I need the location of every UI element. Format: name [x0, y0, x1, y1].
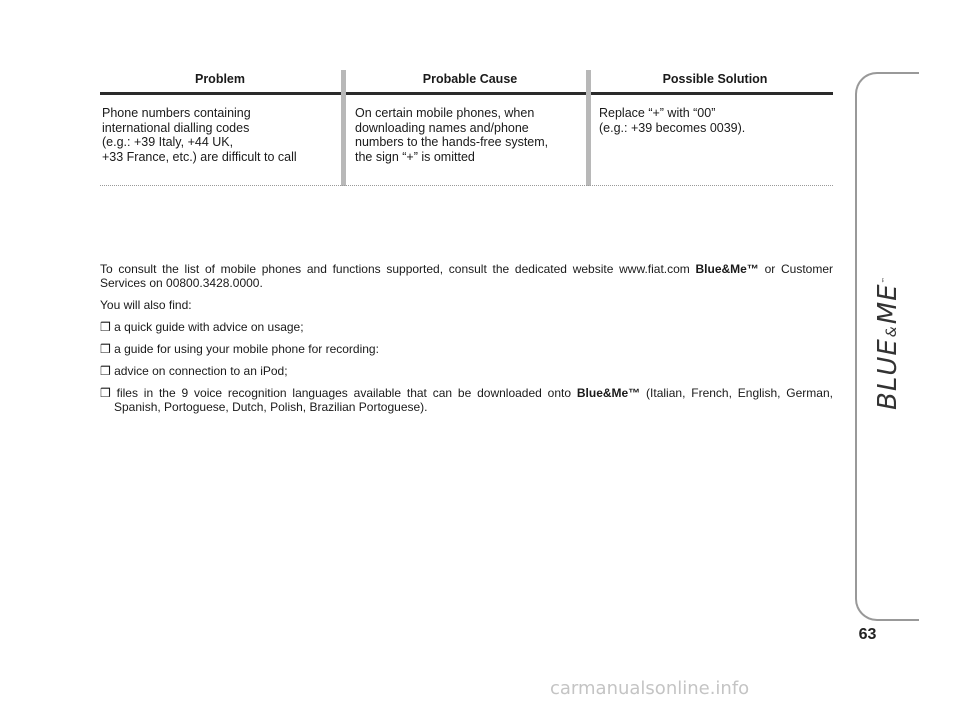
solution-cell: Replace “+” with “00” (e.g.: +39 becomes 0039).	[599, 106, 746, 135]
cause-cell: On certain mobile phones, when downloading names and/phone numbers to the hands-free system, the sign “+” is omitted	[355, 106, 549, 164]
checkbox-bullet-icon: ❒	[100, 320, 111, 334]
checkbox-bullet-icon: ❒	[100, 342, 111, 356]
list-intro: You will also find:	[100, 298, 192, 312]
body-text	[100, 262, 833, 422]
brand-name: Blue&Me™	[576, 386, 641, 400]
brand-name: Blue&Me™	[695, 262, 759, 276]
list-item: ❒ files in the 9 voice recognition languages available that can be downloaded onto Blue&Me™ (Italian, French, English, German, Spanish, Portoguese, Dutch, Polish, Brazilian Portoguese).	[100, 386, 833, 414]
column-divider	[586, 70, 591, 186]
troubleshooting-table	[100, 70, 833, 164]
header-rule	[100, 92, 833, 95]
header-possible-solution: Possible Solution	[662, 72, 768, 86]
checkbox-bullet-icon: ❒	[100, 386, 111, 400]
watermark: carmanualsonline.info	[550, 678, 750, 699]
intro-paragraph: To consult the list of mobile phones and functions supported, consult the dedicated website www.fiat.com Blue&Me™ or Customer Services on 00800.3428.0000.	[100, 262, 833, 290]
table-header-row	[100, 70, 833, 92]
list-item: ❒ a quick guide with advice on usage;	[100, 320, 304, 334]
header-problem: Problem	[194, 72, 245, 86]
column-divider	[341, 70, 346, 186]
list-item: ❒ a guide for using your mobile phone for recording:	[100, 342, 379, 356]
header-probable-cause: Probable Cause	[422, 72, 518, 86]
problem-cell: Phone numbers containing international dialling codes (e.g.: +39 Italy, +44 UK, +33 France, etc.) are difficult to call	[102, 106, 297, 164]
list-item: ❒ advice on connection to an iPod;	[100, 364, 288, 378]
checkbox-bullet-icon: ❒	[100, 364, 111, 378]
page-number: 63	[858, 626, 877, 643]
customer-services-number: 00800.3428.0000	[166, 276, 260, 290]
row-divider	[100, 185, 833, 186]
blue-and-me-logo: BLUE&ME™	[873, 276, 903, 410]
